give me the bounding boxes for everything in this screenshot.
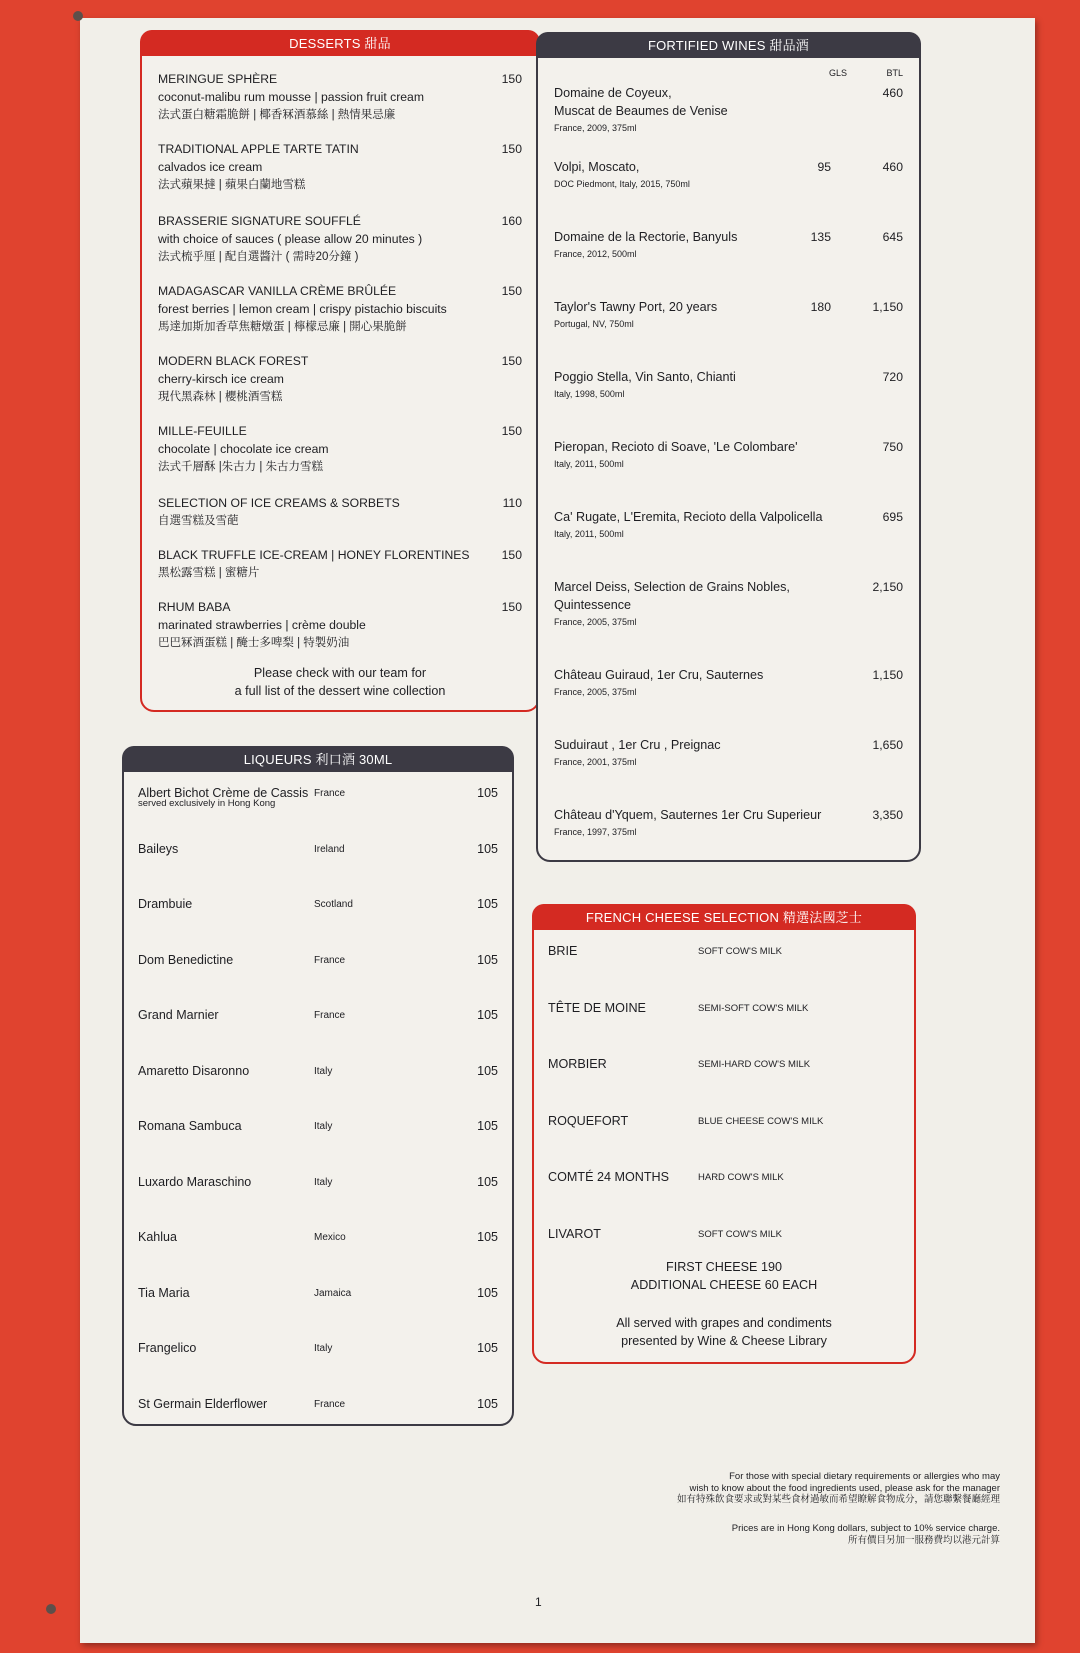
cheese-name: LIVAROT [548, 1226, 601, 1241]
cheese-milk-type: SOFT COW'S MILK [698, 946, 782, 957]
dessert-price: 150 [501, 548, 522, 562]
liqueur-price: 105 [477, 952, 498, 967]
wine-glass-price: 135 [810, 230, 831, 244]
liqueur-price: 105 [477, 1174, 498, 1189]
dessert-item [158, 140, 522, 194]
dessert-name: RHUM BABA [158, 600, 231, 614]
liqueur-name: Tia Maria [138, 1285, 190, 1300]
liqueur-origin: Italy [314, 1065, 333, 1077]
dessert-price: 150 [501, 354, 522, 368]
wine-name: Marcel Deiss, Selection de Grains Nobles, [554, 580, 790, 594]
glass-column-header: GLS [828, 68, 847, 78]
liqueur-note: served exclusively in Hong Kong [138, 798, 276, 809]
wine-name: Domaine de Coyeux, [554, 86, 672, 100]
dessert-price: 150 [501, 284, 522, 298]
wine-bottle-price: 1,150 [872, 668, 903, 682]
wine-item [554, 368, 903, 402]
liqueur-item [138, 1286, 498, 1300]
dessert-price: 110 [502, 496, 522, 510]
liqueurs-title: LIQUEURS 利口酒 30ML [122, 746, 514, 772]
wine-item [554, 84, 903, 136]
liqueur-price: 105 [477, 1285, 498, 1300]
dessert-name: BRASSERIE SIGNATURE SOUFFLÉ [158, 214, 361, 228]
cheese-pricing: FIRST CHEESE 190 ADDITIONAL CHEESE 60 EACH [630, 1260, 818, 1292]
dessert-price: 160 [501, 214, 522, 228]
liqueur-name: Albert Bichot Crème de Cassis [138, 786, 309, 800]
wine-item [554, 578, 903, 630]
cheese-milk-type: SOFT COW'S MILK [698, 1228, 782, 1240]
wine-detail: Italy, 2011, 500ml [554, 529, 624, 539]
wine-detail: France, 1997, 375ml [554, 827, 637, 837]
dessert-desc: coconut-malibu rum mousse | passion fruit cream [158, 90, 424, 104]
cheese-milk-type: BLUE CHEESE COW'S MILK [698, 1115, 824, 1127]
wine-item [554, 298, 903, 332]
dessert-desc: chocolate | chocolate ice cream [158, 442, 329, 456]
dessert-desc: calvados ice cream [158, 160, 263, 174]
cheese-milk-type: HARD COW'S MILK [698, 1172, 784, 1183]
liqueur-name: Luxardo Maraschino [138, 1174, 252, 1189]
wine-bottle-price: 2,150 [872, 580, 903, 594]
wine-name-line2: Muscat de Beaumes de Venise [554, 104, 728, 118]
price-note: Prices are in Hong Kong dollars, subject to 10% service charge. 所有價目另加一服務費均以港元計算 [731, 1523, 1000, 1546]
liqueur-name: Dom Benedictine [138, 952, 234, 967]
liqueur-origin: France [314, 954, 346, 966]
liqueur-item [138, 1064, 498, 1078]
page-number: 1 [535, 1595, 542, 1609]
wine-item [554, 438, 903, 472]
wine-name: Suduiraut , 1er Cru , Preignac [554, 738, 721, 752]
liqueur-price: 105 [477, 1119, 498, 1133]
wine-detail: Italy, 1998, 500ml [554, 389, 625, 399]
dessert-name: MODERN BLACK FOREST [158, 354, 309, 368]
wine-bottle-price: 460 [882, 160, 903, 174]
dessert-zh: 現代黑森林 | 櫻桃酒雪糕 [158, 391, 283, 403]
cheese-title: FRENCH CHEESE SELECTION 精選法國芝士 [532, 904, 916, 930]
wine-name: Château Guiraud, 1er Cru, Sauternes [554, 668, 764, 682]
dessert-price: 150 [501, 142, 522, 156]
liqueur-name: Grand Marnier [138, 1008, 219, 1022]
wine-detail: France, 2005, 375ml [554, 617, 637, 627]
dessert-item [158, 212, 522, 266]
liqueur-name: Romana Sambuca [138, 1119, 242, 1133]
liqueur-price: 105 [477, 1008, 498, 1022]
desserts-panel [140, 30, 540, 712]
wine-name: Château d'Yquem, Sauternes 1er Cru Superieur [554, 808, 822, 822]
liqueur-price: 105 [477, 1063, 498, 1078]
liqueur-item [138, 842, 498, 856]
wine-glass-price: 180 [810, 300, 831, 314]
liqueur-origin: Scotland [314, 899, 353, 910]
dessert-zh: 巴巴冧酒蛋糕 | 醃士多啤梨 | 特製奶油 [158, 637, 350, 649]
liqueur-price: 105 [477, 1230, 498, 1244]
liqueur-origin: Jamaica [314, 1287, 352, 1299]
cheese-milk-type: SEMI-HARD COW'S MILK [698, 1059, 811, 1070]
liqueur-origin: Italy [314, 1176, 333, 1188]
wine-bottle-price: 720 [882, 370, 903, 384]
cheese-item [548, 1170, 900, 1184]
liqueurs-panel [122, 746, 514, 1426]
dessert-name: SELECTION OF ICE CREAMS & SORBETS [158, 496, 400, 510]
liqueur-origin: Italy [314, 1121, 333, 1132]
liqueur-price: 105 [477, 1396, 498, 1411]
wine-detail: Portugal, NV, 750ml [554, 319, 634, 329]
dessert-name: BLACK TRUFFLE ICE-CREAM | HONEY FLORENTINES [158, 548, 470, 562]
pin-hole [73, 11, 83, 21]
wine-item [554, 666, 903, 700]
liqueur-origin: Ireland [314, 843, 345, 855]
wine-detail: France, 2009, 375ml [554, 123, 637, 133]
liqueur-item [138, 1230, 498, 1244]
cheese-served-note: All served with grapes and condiments presented by Wine & Cheese Library [616, 1316, 832, 1348]
wine-bottle-price: 750 [882, 440, 903, 454]
wine-detail: France, 2005, 375ml [554, 687, 637, 697]
dessert-zh: 法式蛋白糖霜脆餅 | 椰香冧酒慕絲 | 熱情果忌廉 [158, 109, 396, 121]
liqueur-price: 105 [477, 841, 498, 856]
cheese-name: BRIE [548, 944, 578, 958]
dessert-desc: with choice of sauces ( please allow 20 minutes ) [158, 232, 423, 246]
dessert-item [158, 494, 522, 530]
dessert-desc: cherry-kirsch ice cream [158, 372, 284, 386]
liqueur-item [138, 897, 498, 911]
cheese-item [548, 1114, 900, 1128]
dessert-desc: forest berries | lemon cream | crispy pistachio biscuits [158, 302, 447, 316]
wine-name: Ca' Rugate, L'Eremita, Recioto della Valpolicella [554, 510, 823, 524]
liqueur-item [138, 786, 498, 809]
wine-name: Poggio Stella, Vin Santo, Chianti [554, 370, 736, 384]
dessert-name: MERINGUE SPHÈRE [158, 72, 278, 86]
dessert-name: MADAGASCAR VANILLA CRÈME BRÛLÉE [158, 284, 397, 298]
liqueur-item [138, 953, 498, 967]
liqueur-price: 105 [477, 1341, 498, 1355]
wine-name: Volpi, Moscato, [554, 160, 640, 174]
wine-item [554, 228, 903, 262]
fortified-wines-title: FORTIFIED WINES 甜品酒 [536, 32, 921, 58]
liqueur-price: 105 [477, 786, 498, 800]
wine-detail: DOC Piedmont, Italy, 2015, 750ml [554, 179, 690, 189]
dessert-zh: 法式蘋果撻 | 蘋果白蘭地雪糕 [158, 179, 306, 191]
cheese-name: COMTÉ 24 MONTHS [548, 1170, 670, 1184]
liqueur-name: Drambuie [138, 897, 193, 911]
menu-sheet [80, 18, 1035, 1643]
liqueur-name: Baileys [138, 841, 179, 856]
dessert-price: 150 [501, 424, 522, 438]
wine-bottle-price: 460 [882, 86, 903, 100]
desserts-title: DESSERTS 甜品 [140, 30, 540, 56]
dessert-item [158, 546, 522, 582]
liqueur-name: Amaretto Disaronno [138, 1063, 250, 1078]
pin-hole [46, 1604, 56, 1614]
cheese-milk-type: SEMI-SOFT COW'S MILK [698, 1002, 809, 1014]
liqueur-name: Frangelico [138, 1341, 197, 1355]
wine-item [554, 806, 903, 840]
wine-detail: Italy, 2011, 500ml [554, 459, 624, 469]
liqueur-item [138, 1397, 498, 1411]
wine-item [554, 736, 903, 770]
dessert-zh: 馬達加斯加香草焦糖燉蛋 | 檸檬忌廉 | 開心果脆餅 [158, 321, 407, 333]
liqueur-item [138, 1119, 498, 1133]
liqueur-origin: Mexico [314, 1232, 346, 1243]
liqueur-origin: France [314, 788, 346, 799]
wine-bottle-price: 1,650 [872, 738, 903, 752]
dessert-name: MILLE-FEUILLE [158, 424, 247, 438]
dessert-zh: 自選雪糕及雪葩 [158, 515, 239, 527]
liqueur-item [138, 1341, 498, 1355]
dietary-note: For those with special dietary requirements or allergies who may wish to know about the food ingredients used, please ask for the manager 如有特殊飲食要求或對某些食材過敏而希望瞭解食物成分，請您聯繫餐廳經理 [676, 1471, 1000, 1505]
dessert-wine-note: Please check with our team for a full list of the dessert wine collection [234, 666, 446, 698]
dessert-name: TRADITIONAL APPLE TARTE TATIN [158, 142, 359, 156]
dessert-item [158, 598, 522, 652]
wine-detail: France, 2001, 375ml [554, 757, 637, 767]
liqueur-origin: Italy [314, 1343, 333, 1354]
dessert-item [158, 352, 522, 406]
cheese-name: TÊTE DE MOINE [548, 1000, 646, 1015]
dessert-item [158, 70, 522, 124]
fortified-wines-panel [536, 32, 921, 862]
bottle-column-header: BTL [886, 68, 903, 78]
dessert-zh: 黑松露雪糕 | 蜜糖片 [158, 567, 260, 579]
liqueur-origin: France [314, 1398, 346, 1410]
liqueur-name: Kahlua [138, 1230, 177, 1244]
dessert-price: 150 [501, 600, 522, 614]
dessert-desc: marinated strawberries | crème double [158, 618, 366, 632]
liqueur-price: 105 [477, 897, 498, 911]
dessert-zh: 法式千層酥 |朱古力 | 朱古力雪糕 [158, 461, 324, 473]
wine-item [554, 508, 903, 542]
wine-bottle-price: 3,350 [872, 808, 903, 822]
wine-item [554, 158, 903, 192]
dessert-item [158, 282, 522, 336]
cheese-item [548, 1001, 900, 1015]
dessert-price: 150 [501, 72, 522, 86]
liqueur-item [138, 1008, 498, 1022]
cheese-panel [532, 904, 916, 1364]
cheese-name: ROQUEFORT [548, 1113, 629, 1128]
wine-glass-price: 95 [817, 160, 831, 174]
cheese-item [548, 944, 900, 958]
wine-name: Pieropan, Recioto di Soave, 'Le Colombare' [554, 440, 798, 454]
wine-name: Domaine de la Rectorie, Banyuls [554, 230, 738, 244]
cheese-item [548, 1057, 900, 1071]
wine-bottle-price: 645 [882, 230, 903, 244]
wine-name: Taylor's Tawny Port, 20 years [554, 300, 718, 314]
cheese-item [548, 1227, 900, 1241]
wine-bottle-price: 1,150 [872, 300, 903, 314]
liqueur-name: St Germain Elderflower [138, 1396, 268, 1411]
liqueur-origin: France [314, 1010, 346, 1021]
wine-name-line2: Quintessence [554, 598, 632, 612]
dessert-zh: 法式梳乎厘 | 配自選醬汁 ( 需時20分鐘 ) [158, 251, 359, 263]
cheese-name: MORBIER [548, 1057, 607, 1071]
wine-bottle-price: 695 [882, 510, 903, 524]
dessert-item [158, 422, 522, 476]
liqueur-item [138, 1175, 498, 1189]
wine-detail: France, 2012, 500ml [554, 249, 637, 259]
